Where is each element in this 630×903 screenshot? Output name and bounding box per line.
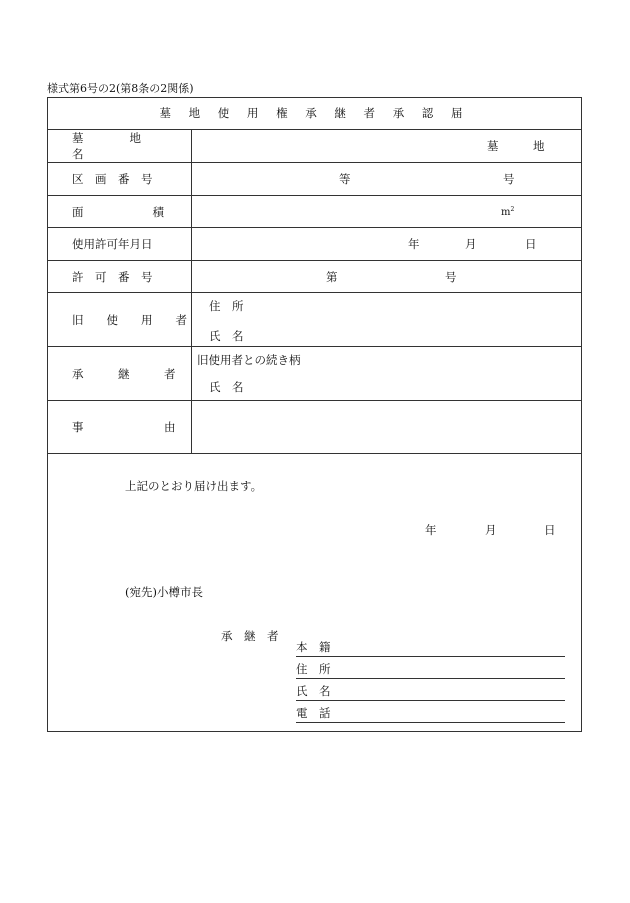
relation-label: 旧使用者との続き柄 xyxy=(197,353,301,367)
reason-label: 事 由 xyxy=(72,420,176,434)
name-line[interactable] xyxy=(296,684,565,701)
label-cell xyxy=(48,347,192,400)
row-area xyxy=(48,196,581,228)
plot-number-label: 区 画 番 号 xyxy=(72,172,153,186)
form-title: 墓 地 使 用 権 承 継 者 承 認 届 xyxy=(48,98,581,130)
plot-grade-text: 等 xyxy=(339,172,351,186)
declaration-day: 日 xyxy=(544,523,556,537)
area-label: 面 積 xyxy=(72,204,164,219)
former-user-label: 旧 使 用 者 xyxy=(72,312,187,327)
domicile-label: 本 籍 xyxy=(296,640,331,654)
cemetery-suffix: 墓 地 xyxy=(487,139,545,153)
former-user-field[interactable] xyxy=(192,293,581,346)
permit-suffix: 号 xyxy=(445,269,457,284)
declaration-text: 上記のとおり届け出ます。 xyxy=(125,479,263,493)
successor-name-label: 氏 名 xyxy=(209,380,244,394)
row-reason xyxy=(48,401,581,454)
cemetery-name-label: 墓 地 名 xyxy=(72,131,187,161)
row-cemetery-name xyxy=(48,130,581,163)
label-cell xyxy=(48,196,192,227)
phone-line[interactable] xyxy=(296,706,565,723)
former-user-name-label: 氏 名 xyxy=(209,329,244,343)
permit-number-label: 許 可 番 号 xyxy=(72,269,153,284)
declaration-section xyxy=(48,454,581,731)
domicile-line[interactable] xyxy=(296,640,565,657)
permit-date-field[interactable] xyxy=(192,228,581,260)
application-form xyxy=(47,97,582,732)
label-cell xyxy=(48,228,192,260)
row-permit-number xyxy=(48,261,581,293)
permit-number-field[interactable] xyxy=(192,261,581,292)
former-user-address-label: 住 所 xyxy=(209,299,244,313)
address-line[interactable] xyxy=(296,662,565,679)
row-former-user xyxy=(48,293,581,347)
year-text: 年 xyxy=(408,237,420,251)
cemetery-name-field[interactable] xyxy=(192,130,581,162)
permit-date-label: 使用許可年月日 xyxy=(72,237,153,251)
label-cell xyxy=(48,130,192,162)
label-cell xyxy=(48,401,192,453)
label-cell xyxy=(48,163,192,195)
row-plot-number xyxy=(48,163,581,196)
form-number: 様式第6号の2(第8条の2関係) xyxy=(47,82,194,95)
permit-prefix: 第 xyxy=(326,269,338,284)
addressee: (宛先)小樽市長 xyxy=(125,585,203,599)
successor-label: 承 継 者 xyxy=(72,366,176,381)
row-permit-date xyxy=(48,228,581,261)
area-unit: m xyxy=(501,206,511,218)
successor-field[interactable] xyxy=(192,347,581,400)
month-text: 月 xyxy=(465,237,477,251)
successor-sign-label: 承 継 者 xyxy=(221,629,279,643)
day-text: 日 xyxy=(525,237,537,251)
plot-number-suffix: 号 xyxy=(503,172,515,186)
declaration-year: 年 xyxy=(425,523,437,537)
address-label: 住 所 xyxy=(296,662,331,676)
label-cell xyxy=(48,293,192,346)
phone-label: 電 話 xyxy=(296,706,331,720)
label-cell xyxy=(48,261,192,292)
area-unit-text xyxy=(501,205,514,217)
name-label: 氏 名 xyxy=(296,684,331,698)
declaration-month: 月 xyxy=(485,523,497,537)
row-successor xyxy=(48,347,581,401)
reason-field[interactable] xyxy=(192,401,581,453)
plot-number-field[interactable] xyxy=(192,163,581,195)
area-field[interactable] xyxy=(192,196,581,227)
area-unit-exponent: 2 xyxy=(510,205,515,213)
